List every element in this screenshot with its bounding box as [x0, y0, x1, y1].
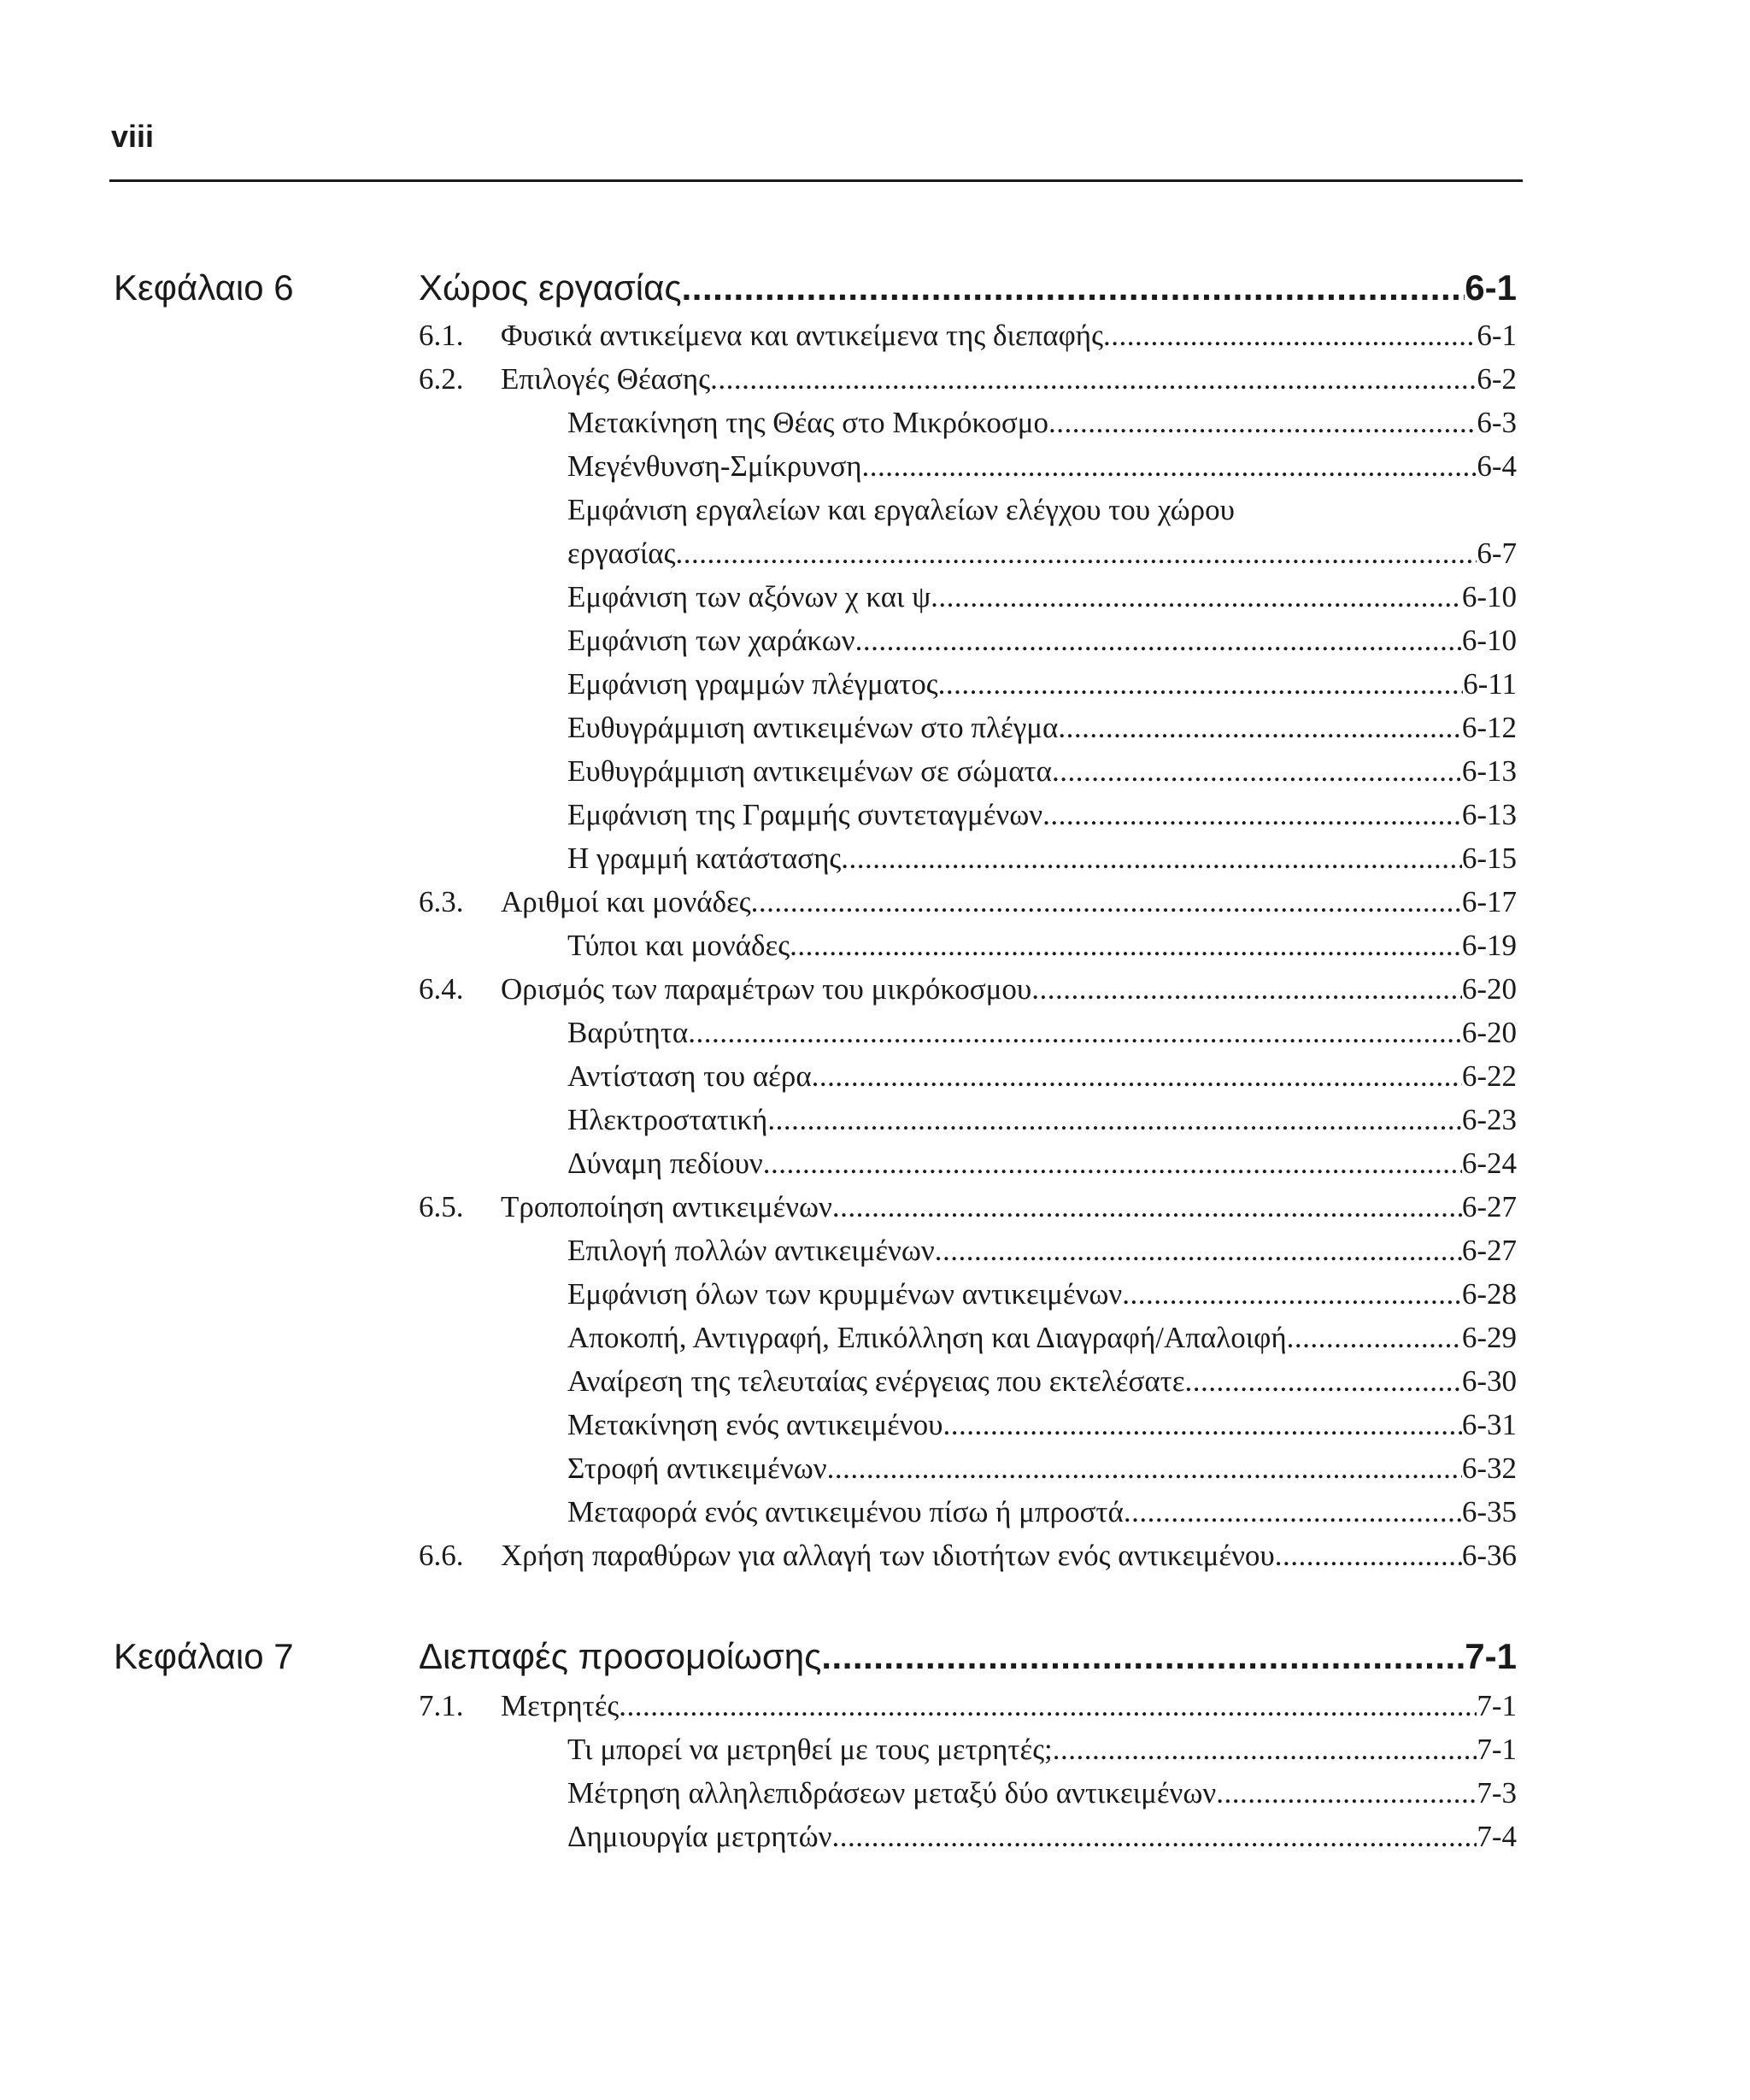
toc-subentry[interactable]: [567, 444, 1517, 488]
entry-page: 6-27: [1461, 1190, 1517, 1223]
entry-text: Ορισμός των παραμέτρων του μικρόκοσμου: [501, 972, 1032, 1006]
dot-leader: [710, 357, 1477, 401]
toc-subentry[interactable]: [567, 1272, 1517, 1316]
toc-entry-6-3[interactable]: [419, 880, 1517, 924]
toc-subentry[interactable]: [567, 749, 1517, 793]
page-number: viii: [111, 119, 155, 154]
entry-text: Εμφάνιση των αξόνων χ και ψ: [567, 580, 931, 613]
dot-leader: [841, 836, 1462, 880]
chapter-label: Κεφάλαιο 6: [114, 267, 294, 308]
dot-leader: [688, 1011, 1462, 1054]
entry-text: Εμφάνιση γραμμών πλέγματος: [567, 667, 938, 701]
entry-text: Ευθυγράμμιση αντικειμένων στο πλέγμα: [567, 711, 1059, 744]
dot-leader: [1122, 1272, 1462, 1316]
dot-leader: [862, 444, 1477, 488]
section-number: 7.1.: [419, 1689, 464, 1722]
entry-text: Βαρύτητα: [567, 1016, 689, 1049]
chapter-page: 6-1: [1465, 267, 1517, 308]
entry-text: Αντίσταση του αέρα: [567, 1059, 812, 1093]
section-number: 6.1.: [419, 319, 464, 352]
toc-subentry[interactable]: [567, 1011, 1517, 1054]
entry-text: Μέτρηση αλληλεπιδράσεων μεταξύ δύο αντικειμένων: [567, 1776, 1217, 1810]
entry-text: Αναίρεση της τελευταίας ενέργειας που εκτελέσατε: [567, 1364, 1185, 1398]
entry-page: 6-22: [1461, 1059, 1517, 1093]
entry-page: 6-35: [1461, 1495, 1517, 1528]
toc-entry-6-5[interactable]: [419, 1185, 1517, 1229]
entry-text: Χρήση παραθύρων για αλλαγή των ιδιοτήτων ενός αντικειμένου: [501, 1539, 1275, 1572]
entry-page: 6-15: [1461, 842, 1517, 875]
toc-subentry[interactable]: [567, 1490, 1517, 1534]
entry-text: Αριθμοί και μονάδες: [501, 885, 751, 918]
chapter-title: Χώρος εργασίας: [419, 267, 682, 308]
entry-page: 6-31: [1461, 1408, 1517, 1441]
dot-leader: [943, 1403, 1461, 1446]
entry-page: 6-36: [1461, 1539, 1517, 1572]
entry-text: Εμφάνιση όλων των κρυμμένων αντικειμένων: [567, 1277, 1123, 1311]
header-rule: [109, 179, 1523, 182]
toc-subentry[interactable]: [567, 1771, 1517, 1815]
toc-subentry[interactable]: [567, 1229, 1517, 1272]
entry-page: 6-2: [1477, 362, 1517, 396]
dot-leader: [682, 262, 1465, 314]
toc-subentry[interactable]: [567, 1316, 1517, 1359]
dot-leader: [827, 1446, 1462, 1490]
dot-leader: [763, 1141, 1462, 1185]
dot-leader: [1216, 1771, 1477, 1815]
entry-text: Δύναμη πεδίουν: [567, 1147, 763, 1180]
entry-text: Μετακίνηση της Θέας στο Μικρόκοσμο: [567, 406, 1049, 439]
section-number: 6.2.: [419, 362, 464, 396]
toc-subentry[interactable]: [567, 793, 1517, 836]
toc-subentry-wrapped-line[interactable]: [567, 488, 1235, 531]
toc-subentry[interactable]: [567, 706, 1517, 749]
dot-leader: [1287, 1316, 1462, 1359]
chapter-title-row[interactable]: [419, 1631, 1517, 1682]
toc-entry-6-4[interactable]: [419, 967, 1517, 1011]
entry-page: 6-12: [1461, 711, 1517, 744]
entry-text: Μετρητές: [501, 1689, 620, 1722]
entry-page: 7-3: [1477, 1776, 1517, 1810]
dot-leader: [832, 1185, 1462, 1229]
entry-page: 6-3: [1477, 406, 1517, 439]
dot-leader: [1058, 706, 1462, 749]
entry-text: Εμφάνιση των χαράκων: [567, 624, 855, 657]
entry-page: 6-23: [1461, 1103, 1517, 1136]
section-number: 6.6.: [419, 1539, 464, 1572]
dot-leader: [767, 1098, 1462, 1141]
entry-text: Επιλογές Θέασης: [501, 362, 711, 396]
entry-text: εργασίας: [567, 537, 676, 570]
dot-leader: [1275, 1534, 1462, 1577]
entry-page: 6-32: [1461, 1452, 1517, 1485]
toc-entry-6-1[interactable]: [419, 314, 1517, 357]
toc-subentry[interactable]: [567, 1141, 1517, 1185]
dot-leader: [1053, 1728, 1477, 1771]
dot-leader: [619, 1684, 1477, 1728]
entry-page: 6-11: [1463, 667, 1517, 701]
entry-text: Ευθυγράμμιση αντικειμένων σε σώματα: [567, 754, 1052, 788]
dot-leader: [751, 880, 1462, 924]
dot-leader: [812, 1054, 1462, 1098]
entry-text: Φυσικά αντικείμενα και αντικείμενα της διεπαφής: [501, 319, 1103, 352]
chapter-title: Διεπαφές προσομοίωσης: [419, 1636, 822, 1676]
toc-subentry[interactable]: [567, 531, 1517, 575]
toc-subentry[interactable]: [567, 1359, 1517, 1403]
entry-text: Επιλογή πολλών αντικειμένων: [567, 1234, 935, 1267]
dot-leader: [1052, 749, 1462, 793]
entry-page: 6-4: [1477, 449, 1517, 483]
dot-leader: [938, 662, 1464, 706]
entry-page: 6-10: [1461, 624, 1517, 657]
section-number: 6.4.: [419, 972, 464, 1006]
dot-leader: [1042, 793, 1462, 836]
chapter-label: Κεφάλαιο 7: [114, 1636, 294, 1676]
toc-subentry[interactable]: [567, 662, 1517, 706]
entry-text: Τύποι και μονάδες: [567, 929, 790, 962]
entry-text: Δημιουργία μετρητών: [567, 1820, 832, 1853]
toc-entry-6-2[interactable]: [419, 357, 1517, 401]
entry-page: 7-4: [1477, 1820, 1517, 1853]
entry-page: 7-1: [1477, 1689, 1517, 1722]
toc-entry-6-6[interactable]: [419, 1534, 1517, 1577]
toc-subentry[interactable]: [567, 1446, 1517, 1490]
section-number: 6.3.: [419, 885, 464, 918]
entry-page: 6-24: [1461, 1147, 1517, 1180]
dot-leader: [1124, 1490, 1462, 1534]
dot-leader: [855, 619, 1462, 662]
toc-subentry[interactable]: [567, 1728, 1517, 1771]
entry-page: 6-17: [1461, 885, 1517, 918]
dot-leader: [1103, 314, 1477, 357]
entry-page: 6-20: [1461, 972, 1517, 1006]
entry-page: 6-10: [1461, 580, 1517, 613]
entry-page: 6-30: [1461, 1364, 1517, 1398]
toc-subentry[interactable]: [567, 924, 1517, 967]
entry-page: 6-29: [1461, 1321, 1517, 1354]
toc-subentry[interactable]: [567, 575, 1517, 619]
dot-leader: [675, 531, 1477, 575]
toc-subentry[interactable]: [567, 1403, 1517, 1446]
dot-leader: [790, 924, 1462, 967]
entry-page: 6-13: [1461, 754, 1517, 788]
dot-leader: [1031, 967, 1462, 1011]
dot-leader: [931, 575, 1462, 619]
toc-subentry[interactable]: [567, 1054, 1517, 1098]
entry-page: 6-1: [1477, 319, 1517, 352]
entry-text: Η γραμμή κατάστασης: [567, 842, 842, 875]
dot-leader: [935, 1229, 1462, 1272]
toc-entry-7-1[interactable]: [419, 1684, 1517, 1728]
dot-leader: [821, 1631, 1465, 1682]
entry-text: Στροφή αντικειμένων: [567, 1452, 827, 1485]
toc-subentry[interactable]: [567, 1815, 1517, 1858]
entry-page: 6-20: [1461, 1016, 1517, 1049]
entry-text: Μεταφορά ενός αντικειμένου πίσω ή μπροστά: [567, 1495, 1124, 1528]
entry-page: 6-7: [1477, 537, 1517, 570]
entry-page: 6-13: [1461, 798, 1517, 831]
entry-page: 6-28: [1461, 1277, 1517, 1311]
toc-subentry[interactable]: [567, 836, 1517, 880]
entry-page: 7-1: [1477, 1733, 1517, 1766]
toc-subentry[interactable]: [567, 401, 1517, 444]
entry-text: Εμφάνιση της Γραμμής συντεταγμένων: [567, 798, 1043, 831]
dot-leader: [1048, 401, 1477, 444]
dot-leader: [831, 1815, 1477, 1858]
entry-text: Τροποποίηση αντικειμένων: [501, 1190, 832, 1223]
chapter-page: 7-1: [1465, 1636, 1517, 1676]
entry-page: 6-19: [1461, 929, 1517, 962]
entry-text: Μεγένθυνση-Σμίκρυνση: [567, 449, 862, 483]
toc-subentry[interactable]: [567, 1098, 1517, 1141]
entry-text: Ηλεκτροστατική: [567, 1103, 768, 1136]
entry-page: 6-27: [1461, 1234, 1517, 1267]
entry-text: Τι μπορεί να μετρηθεί με τους μετρητές;: [567, 1733, 1053, 1766]
dot-leader: [1184, 1359, 1461, 1403]
section-number: 6.5.: [419, 1190, 464, 1223]
entry-text: Μετακίνηση ενός αντικειμένου: [567, 1408, 943, 1441]
entry-text: Εμφάνιση εργαλείων και εργαλείων ελέγχου του χώρου: [567, 493, 1235, 526]
entry-text: Αποκοπή, Αντιγραφή, Επικόλληση και Διαγραφή/Απαλοιφή: [567, 1321, 1287, 1354]
chapter-title-row[interactable]: [419, 262, 1517, 314]
toc-subentry[interactable]: [567, 619, 1517, 662]
